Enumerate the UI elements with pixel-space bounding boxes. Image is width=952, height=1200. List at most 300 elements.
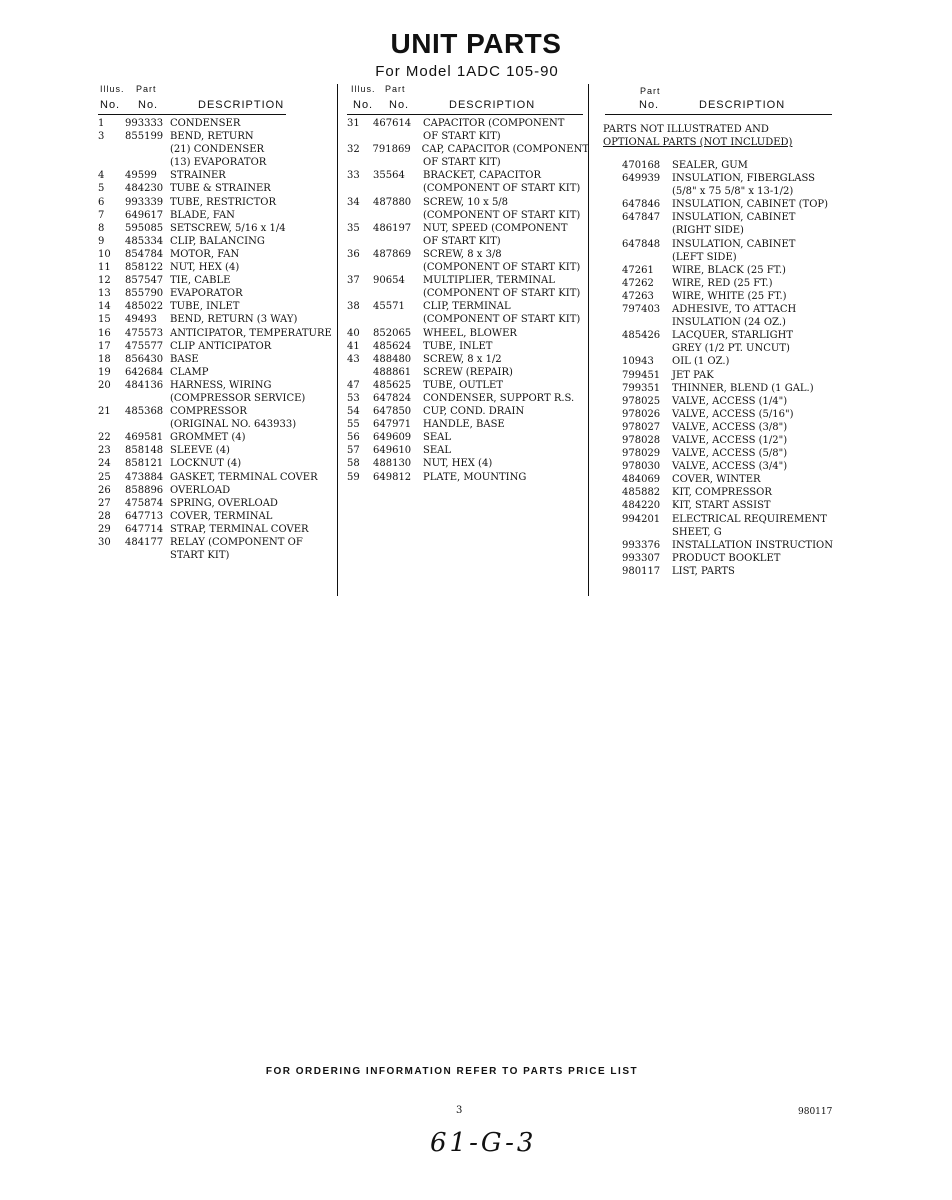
- table-row: [98, 235, 336, 248]
- part-number: [373, 209, 423, 222]
- row-indent: [603, 539, 622, 552]
- table-row: [603, 552, 838, 565]
- table-row: [98, 156, 336, 169]
- illus-no: 32: [347, 144, 360, 156]
- handwritten-note: 61-G-3: [430, 1128, 537, 1158]
- part-number: 858896: [125, 484, 164, 496]
- table-row: [603, 329, 838, 342]
- part-description: SCREW, 8 x 1/2: [423, 353, 502, 365]
- table-row: [98, 431, 336, 444]
- illus-no: 1: [98, 118, 105, 129]
- row-indent: [603, 552, 622, 565]
- part-description: HARNESS, WIRING: [170, 379, 272, 391]
- part-description: JET PAK: [672, 369, 714, 381]
- row-indent: [603, 290, 622, 303]
- row-indent: [603, 342, 622, 355]
- illus-no: 4: [98, 170, 105, 182]
- part-description: SEAL: [423, 445, 452, 457]
- part-number: 484177: [125, 537, 164, 548]
- table-row: [603, 342, 838, 355]
- part-number: 647824: [373, 392, 412, 404]
- part-description: WIRE, BLACK (25 FT.): [672, 264, 786, 276]
- part-number: 647847: [622, 212, 661, 224]
- heading-line-2: OPTIONAL PARTS (NOT INCLUDED): [603, 137, 793, 148]
- illus-no: 19: [98, 366, 111, 378]
- table-row: [98, 313, 336, 326]
- heading-line-1: PARTS NOT ILLUSTRATED AND: [603, 124, 769, 135]
- illus-no: 22: [98, 432, 111, 444]
- column-header: [603, 80, 838, 117]
- part-number: [125, 156, 170, 169]
- part-number: 475577: [125, 340, 164, 352]
- table-row: [603, 355, 838, 368]
- row-indent: [603, 486, 622, 499]
- part-description: SHEET, G: [672, 526, 722, 538]
- table-row: [603, 486, 838, 499]
- part-description: WHEEL, BLOWER: [423, 327, 517, 339]
- row-indent: [603, 159, 622, 172]
- illus-no: 25: [98, 471, 111, 483]
- table-row: [347, 287, 589, 300]
- part-number: 856430: [125, 353, 164, 365]
- part-number: 858148: [125, 445, 164, 457]
- table-row: [603, 277, 838, 290]
- illus-no: 41: [347, 340, 360, 352]
- table-row: [347, 418, 589, 431]
- part-description: SEALER, GUM: [672, 160, 748, 171]
- model-subtitle: For Model 1ADC 105-90: [375, 63, 559, 80]
- no-label: No.: [639, 99, 660, 111]
- table-row: [603, 290, 838, 303]
- illus-no: 24: [98, 458, 111, 470]
- table-row: [603, 421, 838, 434]
- illus-no: [98, 156, 125, 169]
- illus-no: 8: [98, 222, 105, 234]
- table-row: [603, 499, 838, 512]
- illus-label: Illus.: [100, 84, 125, 94]
- part-description: CONDENSER, SUPPORT R.S.: [423, 392, 575, 404]
- part-number: [622, 526, 672, 539]
- part-description: THINNER, BLEND (1 GAL.): [672, 382, 814, 394]
- part-number: 487869: [373, 248, 412, 260]
- part-number: 978025: [622, 395, 661, 407]
- not-illustrated-heading: [603, 123, 838, 149]
- part-number: 47261: [622, 264, 654, 276]
- part-description: GROMMET (4): [170, 432, 246, 444]
- part-number: 484230: [125, 183, 164, 195]
- part-description: PLATE, MOUNTING: [423, 471, 527, 483]
- table-row: [603, 303, 838, 316]
- table-row: [347, 379, 589, 392]
- illus-no: 5: [98, 183, 105, 195]
- part-description: HANDLE, BASE: [423, 419, 505, 431]
- part-description: BLADE, FAN: [170, 209, 235, 221]
- column-divider: [337, 84, 338, 596]
- row-indent: [603, 264, 622, 277]
- part-number: 47263: [622, 290, 654, 302]
- row-indent: [603, 421, 622, 434]
- part-description: CUP, COND. DRAIN: [423, 406, 525, 418]
- part-description: SEAL: [423, 432, 452, 444]
- part-number: 649939: [622, 173, 661, 185]
- table-row: [347, 444, 589, 457]
- illus-no: 11: [98, 262, 111, 274]
- part-description: INSULATION, FIBERGLASS: [672, 173, 816, 185]
- table-row: [98, 510, 336, 523]
- part-description: OIL (1 OZ.): [672, 356, 730, 368]
- illus-no: 16: [98, 327, 111, 339]
- part-number: [373, 313, 423, 326]
- part-description: (COMPONENT OF START KIT): [423, 262, 581, 274]
- part-number: [373, 235, 423, 248]
- part-description: STRAINER: [170, 170, 226, 182]
- part-description: KIT, COMPRESSOR: [672, 487, 772, 499]
- part-description: BASE: [170, 353, 199, 365]
- part-description: SCREW, 10 x 5/8: [423, 196, 509, 208]
- part-number: 649609: [373, 432, 412, 444]
- part-number: 485625: [373, 379, 412, 391]
- row-indent: [603, 499, 622, 512]
- row-indent: [603, 198, 622, 211]
- part-number: 647846: [622, 199, 661, 211]
- part-description: NUT, SPEED (COMPONENT: [423, 222, 568, 234]
- part-number: 467614: [373, 118, 412, 129]
- table-row: [347, 261, 589, 274]
- table-row: [603, 224, 838, 237]
- part-description: INSTALLATION INSTRUCTION: [672, 539, 833, 551]
- table-row: [603, 185, 838, 198]
- part-number: [373, 130, 423, 143]
- part-description: BEND, RETURN: [170, 131, 254, 143]
- part-number: 470168: [622, 160, 661, 171]
- part-number: 469581: [125, 432, 164, 444]
- part-description: VALVE, ACCESS (5/16"): [672, 408, 794, 420]
- part-number: 488130: [373, 458, 412, 470]
- part-number: 90654: [373, 275, 405, 287]
- part-description: BRACKET, CAPACITOR: [423, 170, 541, 182]
- no-label: No.: [138, 99, 159, 111]
- part-number: 49599: [125, 170, 157, 182]
- table-row: [98, 248, 336, 261]
- part-number: 647713: [125, 510, 164, 522]
- illus-no: 34: [347, 196, 360, 208]
- part-number: 642684: [125, 366, 164, 378]
- part-description: (COMPONENT OF START KIT): [423, 183, 581, 195]
- table-row: [603, 539, 838, 552]
- illus-no: [347, 156, 373, 169]
- table-row: [347, 431, 589, 444]
- part-label: Part: [640, 86, 661, 96]
- column-header: [98, 80, 336, 117]
- part-description: STRAP, TERMINAL COVER: [170, 523, 309, 535]
- row-indent: [603, 565, 622, 578]
- table-row: [347, 405, 589, 418]
- part-number: 647848: [622, 238, 661, 250]
- part-description: VALVE, ACCESS (1/4"): [672, 395, 788, 407]
- table-row: [98, 536, 336, 549]
- part-description: CLIP, TERMINAL: [423, 301, 511, 313]
- illus-no: 18: [98, 353, 111, 365]
- column-header: [347, 80, 589, 117]
- table-row: [98, 405, 336, 418]
- part-description: (COMPONENT OF START KIT): [423, 314, 581, 326]
- table-row: [603, 408, 838, 421]
- table-row: [98, 261, 336, 274]
- part-number: 980117: [622, 565, 661, 577]
- table-row: [347, 169, 589, 182]
- row-indent: [603, 211, 622, 224]
- part-description: VALVE, ACCESS (3/8"): [672, 421, 788, 433]
- parts-list: [347, 117, 589, 484]
- row-indent: [603, 434, 622, 447]
- description-label: DESCRIPTION: [198, 99, 285, 111]
- part-description: CLIP, BALANCING: [170, 235, 265, 247]
- table-row: [603, 198, 838, 211]
- part-description: VALVE, ACCESS (5/8"): [672, 448, 788, 460]
- illus-no: 43: [347, 353, 360, 365]
- illus-no: 53: [347, 392, 360, 404]
- illus-no: 6: [98, 196, 105, 208]
- table-row: [603, 251, 838, 264]
- part-number: 852065: [373, 327, 412, 339]
- part-number: 978026: [622, 408, 661, 420]
- row-indent: [603, 224, 622, 237]
- table-row: [98, 523, 336, 536]
- part-number: 484136: [125, 379, 164, 391]
- row-indent: [603, 473, 622, 486]
- part-number: 797403: [622, 304, 661, 316]
- table-row: [603, 447, 838, 460]
- page-number: 3: [456, 1105, 463, 1116]
- part-description: TUBE, OUTLET: [423, 379, 504, 391]
- part-number: [373, 156, 423, 169]
- illus-no: [347, 182, 373, 195]
- table-row: [98, 209, 336, 222]
- part-number: 647971: [373, 419, 412, 431]
- table-row: [603, 382, 838, 395]
- part-description: (5/8" x 75 5/8" x 13-1/2): [672, 186, 794, 198]
- part-number: [125, 549, 170, 562]
- part-number: [622, 251, 672, 264]
- table-row: [98, 287, 336, 300]
- illus-no: 13: [98, 288, 111, 300]
- row-indent: [603, 251, 622, 264]
- part-number: [373, 287, 423, 300]
- table-row: [347, 117, 589, 130]
- part-description: COVER, TERMINAL: [170, 510, 273, 522]
- illus-no: [347, 130, 373, 143]
- part-description: ELECTRICAL REQUIREMENT: [672, 513, 827, 525]
- part-description: INSULATION, CABINET (TOP): [672, 199, 829, 211]
- part-description: TUBE & STRAINER: [170, 183, 271, 195]
- part-description: SPRING, OVERLOAD: [170, 497, 278, 509]
- column-divider: [588, 84, 589, 596]
- table-row: [603, 264, 838, 277]
- row-indent: [603, 316, 622, 329]
- part-number: 485882: [622, 487, 661, 499]
- part-number: 994201: [622, 513, 661, 525]
- row-indent: [603, 185, 622, 198]
- part-number: 487880: [373, 196, 412, 208]
- part-description: INSULATION, CABINET: [672, 212, 796, 224]
- part-description: ANTICIPATOR, TEMPERATURE: [170, 327, 332, 339]
- part-number: 791869: [372, 144, 411, 156]
- description-label: DESCRIPTION: [699, 99, 786, 111]
- illus-no: 15: [98, 314, 111, 326]
- description-label: DESCRIPTION: [449, 99, 536, 111]
- table-row: [98, 497, 336, 510]
- no-label: No.: [389, 99, 410, 111]
- row-indent: [603, 447, 622, 460]
- part-number: 858122: [125, 262, 164, 274]
- illus-no: 10: [98, 248, 111, 260]
- illus-no: [347, 235, 373, 248]
- table-row: [98, 457, 336, 470]
- table-row: [603, 526, 838, 539]
- table-row: [603, 159, 838, 172]
- illus-no: [347, 261, 373, 274]
- part-description: TUBE, INLET: [423, 340, 493, 352]
- part-number: 855790: [125, 288, 164, 300]
- part-number: 484069: [622, 474, 661, 486]
- row-indent: [603, 172, 622, 185]
- part-description: (ORIGINAL NO. 643933): [170, 419, 297, 431]
- illus-no: 55: [347, 419, 360, 431]
- table-row: [347, 300, 589, 313]
- illus-no: 17: [98, 340, 111, 352]
- part-number: [622, 316, 672, 329]
- parts-column-1: [98, 80, 336, 562]
- part-number: 475573: [125, 327, 164, 339]
- part-label: Part: [385, 84, 406, 94]
- table-row: [347, 392, 589, 405]
- part-number: 486197: [373, 222, 412, 234]
- illus-no: 14: [98, 301, 111, 313]
- table-row: [98, 169, 336, 182]
- part-number: [622, 342, 672, 355]
- part-number: [622, 224, 672, 237]
- illus-no: [98, 392, 125, 405]
- illus-no: 20: [98, 379, 111, 391]
- part-number: [622, 185, 672, 198]
- illus-no: 58: [347, 458, 360, 470]
- part-number: 45571: [373, 301, 405, 313]
- table-row: [98, 444, 336, 457]
- table-row: [603, 172, 838, 185]
- illus-no: 12: [98, 275, 111, 287]
- part-description: GREY (1/2 PT. UNCUT): [672, 343, 790, 355]
- table-row: [347, 313, 589, 326]
- part-description: INSULATION (24 OZ.): [672, 317, 786, 329]
- part-description: TUBE, INLET: [170, 301, 240, 313]
- table-row: [347, 143, 589, 156]
- table-row: [603, 434, 838, 447]
- table-row: [603, 316, 838, 329]
- table-row: [98, 471, 336, 484]
- part-description: CONDENSER: [170, 118, 241, 129]
- part-description: OF START KIT): [423, 157, 501, 169]
- part-number: [125, 143, 170, 156]
- part-description: ADHESIVE, TO ATTACH: [672, 304, 797, 316]
- row-indent: [603, 460, 622, 473]
- part-number: 647714: [125, 523, 164, 535]
- part-description: CLAMP: [170, 366, 209, 378]
- row-indent: [603, 355, 622, 368]
- table-row: [603, 211, 838, 224]
- row-indent: [603, 408, 622, 421]
- table-row: [347, 471, 589, 484]
- part-number: 993376: [622, 539, 661, 551]
- illus-no: 37: [347, 275, 360, 287]
- part-description: BEND, RETURN (3 WAY): [170, 314, 298, 326]
- table-row: [603, 395, 838, 408]
- illus-no: 21: [98, 406, 111, 418]
- part-description: CAPACITOR (COMPONENT: [423, 118, 565, 129]
- table-row: [98, 274, 336, 287]
- table-row: [98, 379, 336, 392]
- table-row: [98, 418, 336, 431]
- part-description: KIT, START ASSIST: [672, 500, 771, 512]
- part-description: CAP, CAPACITOR (COMPONENT: [421, 144, 589, 156]
- table-row: [347, 130, 589, 143]
- part-number: 47262: [622, 277, 654, 289]
- part-description: MOTOR, FAN: [170, 248, 240, 260]
- table-row: [347, 366, 589, 379]
- header-rule: [605, 114, 832, 115]
- header-rule: [98, 114, 286, 115]
- row-indent: [603, 395, 622, 408]
- table-row: [347, 340, 589, 353]
- part-number: 993339: [125, 196, 164, 208]
- part-number: 978028: [622, 434, 661, 446]
- table-row: [98, 143, 336, 156]
- part-number: 649610: [373, 445, 412, 457]
- part-number: 485368: [125, 406, 164, 418]
- illus-label: Illus.: [351, 84, 376, 94]
- table-row: [347, 457, 589, 470]
- header-rule: [347, 114, 583, 115]
- table-row: [347, 222, 589, 235]
- part-number: [125, 392, 170, 405]
- part-description: GASKET, TERMINAL COVER: [170, 471, 318, 483]
- table-row: [347, 235, 589, 248]
- part-number: 799351: [622, 382, 661, 394]
- part-description: (COMPONENT OF START KIT): [423, 209, 581, 221]
- part-description: CLIP ANTICIPATOR: [170, 340, 272, 352]
- table-row: [98, 353, 336, 366]
- part-description: OF START KIT): [423, 235, 501, 247]
- illus-no: [98, 418, 125, 431]
- table-row: [98, 549, 336, 562]
- part-number: 485334: [125, 235, 164, 247]
- illus-no: 56: [347, 432, 360, 444]
- table-row: [98, 182, 336, 195]
- part-number: 485426: [622, 330, 661, 342]
- illus-no: 26: [98, 484, 111, 496]
- part-description: COMPRESSOR: [170, 406, 247, 418]
- part-description: INSULATION, CABINET: [672, 238, 796, 250]
- part-number: 978030: [622, 461, 661, 473]
- part-number: 485624: [373, 340, 412, 352]
- illus-no: 54: [347, 406, 360, 418]
- illus-no: [347, 287, 373, 300]
- part-description: TIE, CABLE: [170, 275, 231, 287]
- illus-no: 29: [98, 523, 111, 535]
- part-description: OVERLOAD: [170, 484, 231, 496]
- part-number: 799451: [622, 369, 661, 381]
- part-description: RELAY (COMPONENT OF: [170, 537, 303, 548]
- illus-no: 57: [347, 445, 360, 457]
